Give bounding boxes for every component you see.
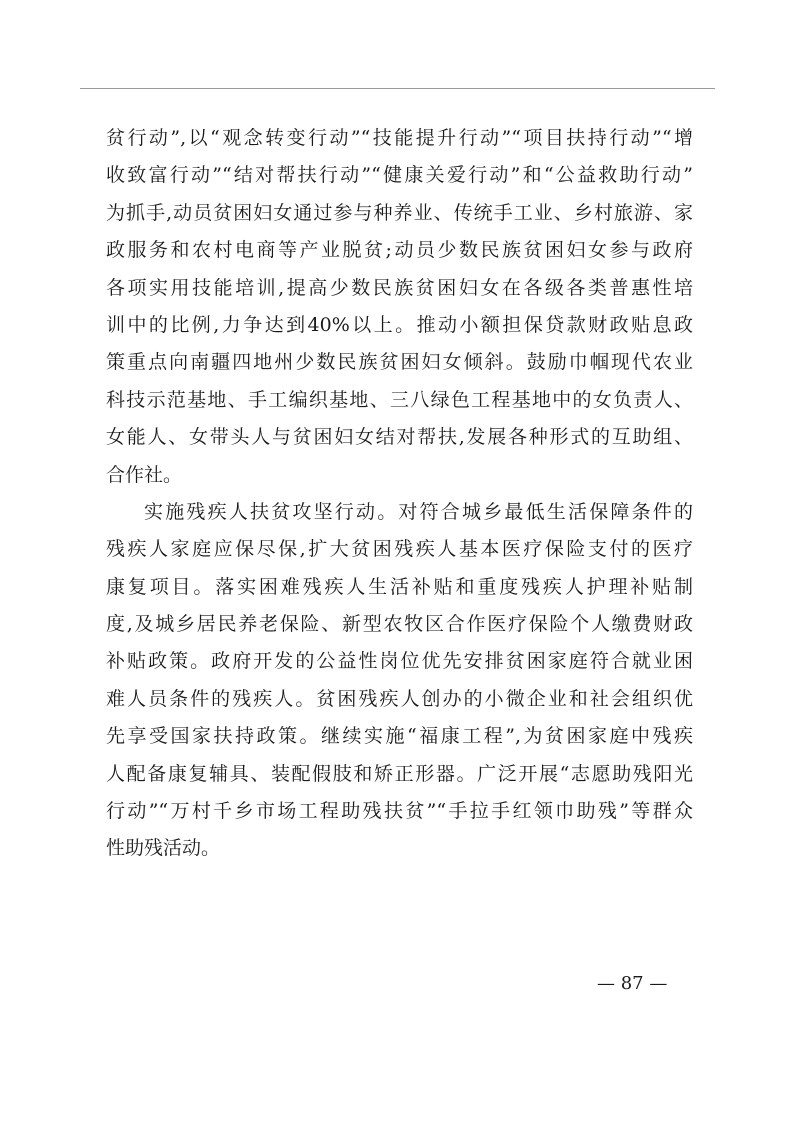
page-number: — 87 —: [597, 973, 668, 994]
text-line: 女能人、女带头人与贫困妇女结对帮扶,发展各种形式的互助组、: [106, 426, 693, 449]
text-line: 行动”“万村千乡市场工程助残扶贫”“手拉手红领巾助残”等群众: [106, 800, 693, 823]
text-line: 为抓手,动员贫困妇女通过参与种养业、传统手工业、乡村旅游、家: [106, 201, 693, 224]
text-line: 合作社。: [106, 463, 183, 486]
text-line: 科技示范基地、手工编织基地、三八绿色工程基地中的女负责人、: [106, 388, 693, 411]
text-line: 康复项目。落实困难残疾人生活补贴和重度残疾人护理补贴制: [106, 575, 693, 598]
text-line: 收致富行动”“结对帮扶行动”“健康关爱行动”和“公益救助行动”: [106, 164, 693, 187]
text-line: 策重点向南疆四地州少数民族贫困妇女倾斜。鼓励巾帼现代农业: [106, 351, 693, 374]
text-line: 训中的比例,力争达到40%以上。推动小额担保贷款财政贴息政: [106, 313, 693, 336]
paragraph-women-poverty-continued: [106, 120, 693, 494]
body-text: [106, 120, 693, 868]
header-rule: [80, 88, 715, 89]
text-line: 先享受国家扶持政策。继续实施“福康工程”,为贫困家庭中残疾: [106, 725, 693, 748]
text-line: 度,及城乡居民养老保险、新型农牧区合作医疗保险个人缴费财政: [106, 613, 693, 636]
text-line: 政服务和农村电商等产业脱贫;动员少数民族贫困妇女参与政府: [106, 239, 693, 262]
paragraph-disabled-poverty: [106, 494, 693, 868]
text-line: 各项实用技能培训,提高少数民族贫困妇女在各级各类普惠性培: [106, 276, 693, 299]
text-line: 实施残疾人扶贫攻坚行动。对符合城乡最低生活保障条件的: [144, 500, 693, 523]
text-line: 性助残活动。: [106, 837, 221, 860]
text-line: 贫行动”,以“观念转变行动”“技能提升行动”“项目扶持行动”“增: [106, 127, 693, 149]
text-line: 人配备康复辅具、装配假肢和矫正形器。广泛开展“志愿助残阳光: [106, 762, 693, 785]
text-line: 补贴政策。政府开发的公益性岗位优先安排贫困家庭符合就业困: [106, 650, 693, 673]
text-line: 残疾人家庭应保尽保,扩大贫困残疾人基本医疗保险支付的医疗: [106, 538, 693, 561]
text-line: 难人员条件的残疾人。贫困残疾人创办的小微企业和社会组织优: [106, 687, 693, 710]
